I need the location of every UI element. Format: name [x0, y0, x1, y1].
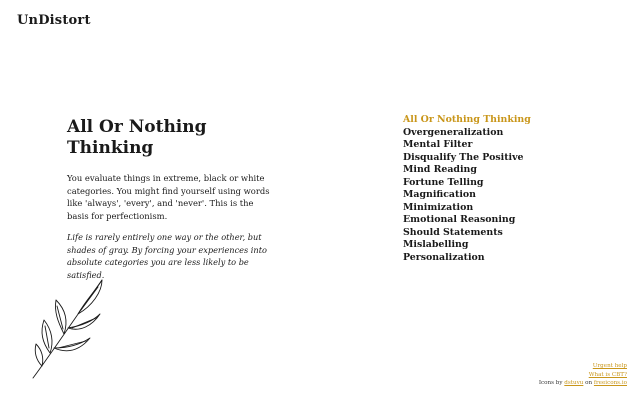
- topic-title-line1: All Or Nothing: [67, 117, 207, 137]
- topic-panel: [67, 117, 272, 281]
- topic-description: You evaluate things in extreme, black or white categories. You might find yourself using words like 'always', 'every', and 'never'. This is the basis for perfectionism.: [67, 173, 270, 221]
- credit-site-link[interactable]: freeicons.io: [593, 380, 627, 386]
- what-is-cbt-link[interactable]: What is CBT?: [588, 371, 627, 378]
- nav-item-should-statements[interactable]: Should Statements: [403, 226, 503, 238]
- leaf-icon: [28, 278, 108, 380]
- topic-quote: Life is rarely entirely one way or the other, but shades of gray. By forcing your experiences into absolute categories you are less likely to be satisfied.: [67, 232, 267, 280]
- nav-item-minimization[interactable]: Minimization: [403, 201, 474, 213]
- footer: [539, 362, 627, 388]
- credit-author-link[interactable]: dstuvu: [564, 380, 584, 386]
- urgent-help-link[interactable]: Urgent help: [592, 363, 627, 369]
- nav-item-overgeneralization[interactable]: Overgeneralization: [403, 126, 504, 138]
- nav-item-personalization[interactable]: Personalization: [403, 251, 485, 263]
- credit-on: on: [585, 380, 593, 386]
- topic-title-line2: Thinking: [67, 138, 154, 158]
- credit-prefix: Icons by: [538, 380, 563, 386]
- nav-item-mental-filter[interactable]: Mental Filter: [403, 139, 473, 150]
- nav-item-all-or-nothing[interactable]: All Or Nothing Thinking: [403, 114, 531, 125]
- nav-item-mind-reading[interactable]: Mind Reading: [403, 164, 477, 175]
- brand-logo[interactable]: UnDistort: [17, 13, 91, 28]
- nav-item-mislabelling[interactable]: Mislabelling: [403, 239, 469, 250]
- topic-title: [67, 117, 272, 159]
- nav-item-emotional-reasoning[interactable]: Emotional Reasoning: [403, 214, 516, 225]
- nav-item-fortune-telling[interactable]: Fortune Telling: [403, 176, 484, 188]
- nav-item-disqualify-positive[interactable]: Disqualify The Positive: [403, 151, 524, 163]
- nav-item-magnification[interactable]: Magnification: [403, 189, 476, 200]
- distortion-nav: [403, 114, 531, 264]
- icon-credit: [539, 379, 627, 388]
